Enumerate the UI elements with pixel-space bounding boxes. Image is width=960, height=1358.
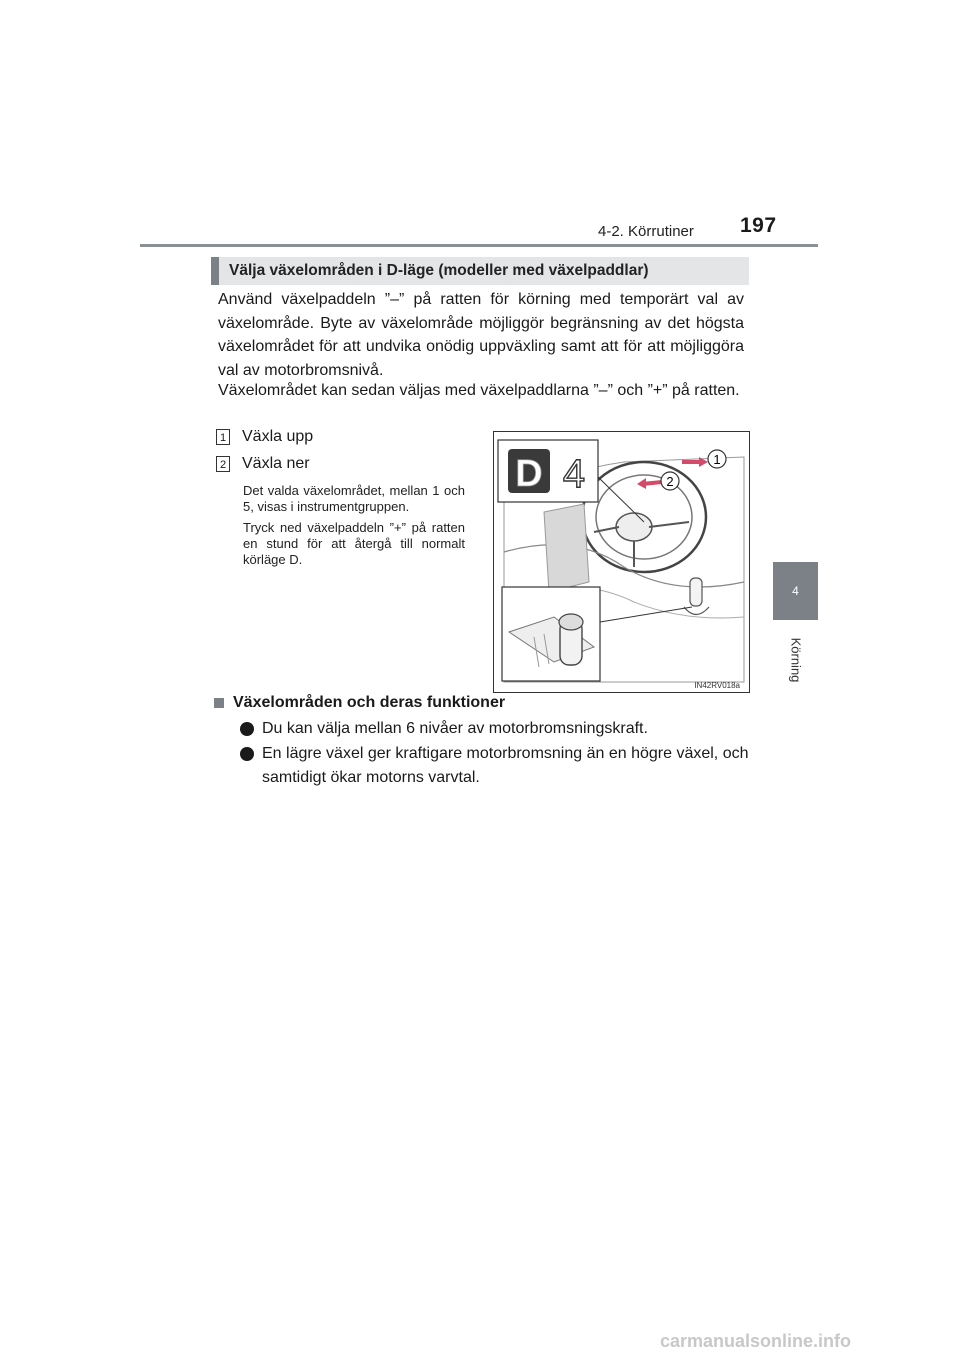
illustration-svg [494, 432, 749, 692]
callout-2: 2 [666, 474, 674, 489]
page-number: 197 [740, 214, 777, 237]
header-section-title: 4-2. Körrutiner [598, 223, 694, 240]
watermark: carmanualsonline.info [660, 1331, 852, 1351]
numbered-item-label: Växla ner [242, 455, 310, 472]
figure-caption: IN42RV018a [694, 681, 740, 690]
subsection-heading [214, 694, 505, 712]
chapter-tab [773, 562, 818, 620]
list-item [240, 717, 750, 741]
bullet-dot-icon [240, 722, 254, 736]
numbered-item-label: Växla upp [242, 428, 314, 445]
steering-paddle-illustration [493, 431, 750, 693]
display-number: 4 [562, 452, 586, 496]
list-item-text: En lägre växel ger kraftigare motorbromsning än en högre växel, och samtidigt ökar motorns varvtal. [262, 745, 749, 786]
numbered-item-2 [216, 455, 310, 473]
section-heading-text: Välja växelområden i D-läge (modeller med växelpaddlar) [229, 262, 649, 279]
list-item-text: Du kan välja mellan 6 nivåer av motorbromsningskraft. [262, 720, 648, 737]
note-display-range: Det valda växelområdet, mellan 1 och 5, visas i instrumentgruppen. [243, 483, 465, 514]
bullet-dot-icon [240, 747, 254, 761]
numbered-item-1 [216, 428, 313, 446]
chapter-label-text: Körning [788, 637, 804, 683]
chapter-label [774, 628, 818, 692]
section-heading [211, 257, 749, 285]
list-item [240, 742, 750, 790]
second-paragraph: Växelområdet kan sedan väljas med växelpaddlarna ”–” och ”+” på ratten. [218, 382, 740, 399]
header-divider [140, 244, 818, 247]
display-letter: D [515, 453, 543, 495]
number-box-2: 2 [216, 456, 230, 472]
number-box-1: 1 [216, 429, 230, 445]
intro-paragraph: Använd växelpaddeln ”–” på ratten för körning med temporärt val av växelområde. Byte av växelområde möjliggör begränsning av det högsta växelområdet för att undvika onödig uppväxling samt att för att möjliggöra val av motorbromsnivå. [218, 291, 744, 379]
square-bullet-icon [214, 698, 224, 708]
chapter-number: 4 [792, 584, 799, 598]
callout-1: 1 [713, 452, 721, 467]
note-return-to-d: Tryck ned växelpaddeln ”+” på ratten en stund för att återgå till normalt körläge D. [243, 520, 465, 567]
subsection-heading-text: Växelområden och deras funktioner [233, 694, 506, 711]
